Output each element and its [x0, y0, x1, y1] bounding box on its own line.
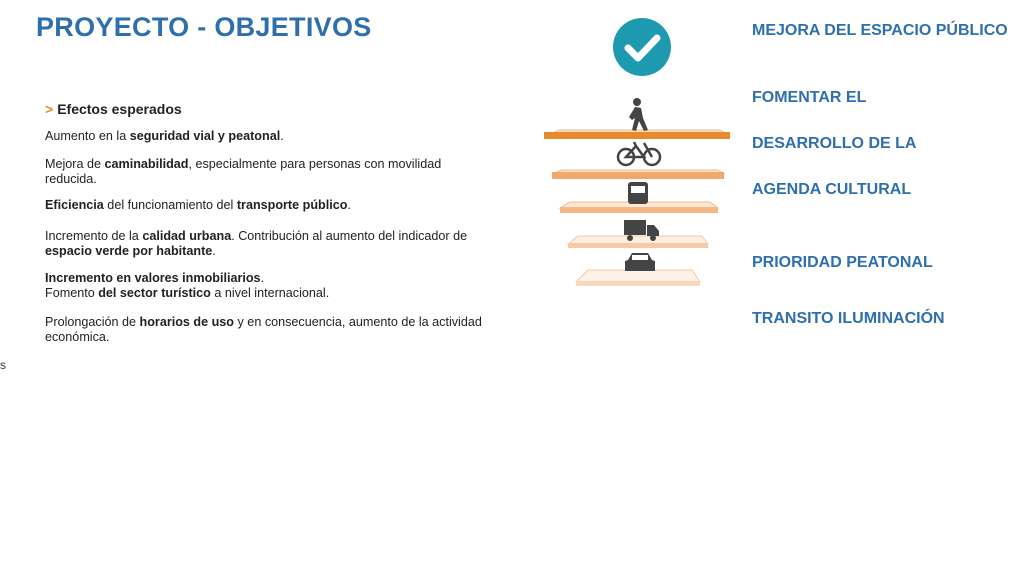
emphasis-text: Incremento en valores inmobiliarios	[45, 271, 261, 285]
body-text: Aumento en la	[45, 129, 130, 143]
level-truck	[568, 236, 708, 248]
heading-marker: >	[45, 101, 54, 117]
level-car	[576, 270, 700, 286]
emphasis-text: caminabilidad	[104, 157, 189, 171]
effects-heading	[45, 101, 182, 117]
objective-foster: FOMENTAR EL	[752, 89, 867, 106]
bicycle-icon	[618, 142, 660, 165]
pedestrian-icon	[629, 98, 648, 131]
edge-text: s	[0, 358, 6, 372]
emphasis-text: seguridad vial y peatonal	[129, 129, 281, 143]
objective-transit-lighting: TRANSITO ILUMINACIÓN	[752, 310, 945, 327]
effect-item	[45, 157, 485, 187]
body-text: Prolongación de	[45, 315, 140, 329]
body-text: del funcionamiento del	[103, 198, 237, 212]
body-text: y en consecuencia, aumento de la actividad económica.	[45, 315, 482, 344]
objective-pedestrian-priority: PRIORIDAD PEATONAL	[752, 254, 933, 271]
level-bicycle	[552, 170, 724, 179]
body-text: . Contribución al aumento del indicador de	[231, 229, 468, 243]
car-icon	[625, 253, 655, 271]
emphasis-text: horarios de uso	[139, 315, 235, 329]
check-circle-icon	[613, 18, 671, 76]
effect-item	[45, 315, 485, 345]
emphasis-text: calidad urbana	[142, 229, 232, 243]
emphasis-text: transporte público	[236, 198, 348, 212]
effect-item	[45, 229, 485, 259]
page-title: PROYECTO - OBJETIVOS	[36, 12, 372, 42]
emphasis-text: espacio verde por habitante	[45, 244, 213, 258]
emphasis-text: del sector turístico	[98, 286, 211, 300]
mobility-pyramid	[540, 90, 740, 300]
body-text: .	[347, 198, 351, 212]
objective-public-space: MEJORA DEL ESPACIO PÚBLICO	[752, 22, 1008, 39]
bus-icon	[628, 182, 648, 204]
body-text: Fomento	[45, 286, 99, 300]
body-text: Incremento de la	[45, 229, 143, 243]
effect-item	[45, 271, 485, 301]
body-text: a nivel internacional.	[210, 286, 330, 300]
body-text: .	[212, 244, 216, 258]
objective-cultural-agenda: AGENDA CULTURAL	[752, 181, 912, 198]
body-text: , especialmente para personas con movilidad reducida.	[45, 157, 442, 186]
emphasis-text: Eficiencia	[45, 198, 104, 212]
body-text: .	[280, 129, 284, 143]
effect-item	[45, 198, 485, 213]
body-text: .	[260, 271, 265, 285]
level-pedestrian	[544, 130, 730, 139]
body-text: Mejora de	[45, 157, 105, 171]
effect-item	[45, 129, 485, 144]
objective-development: DESARROLLO DE LA	[752, 135, 917, 152]
effects-heading-label: Efectos esperados	[57, 101, 182, 117]
